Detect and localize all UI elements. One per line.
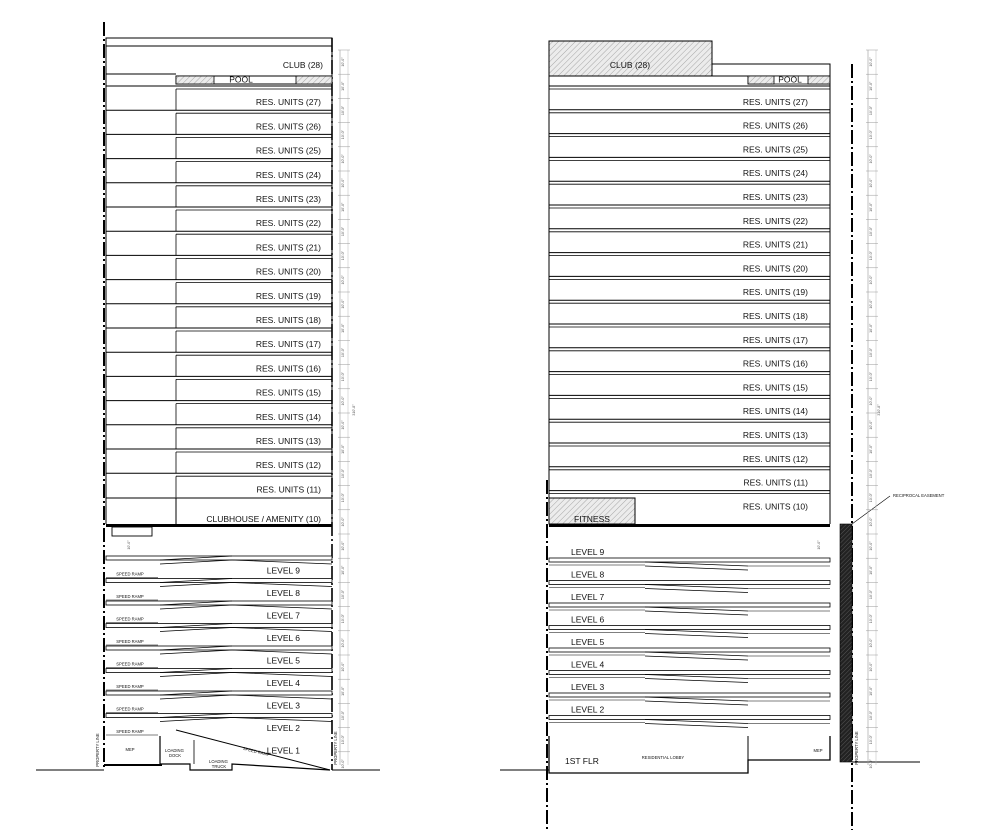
left-res-unit-label: RES. UNITS (24) [255,169,321,180]
floor-height-dim: 10'-0" [341,81,345,91]
floor-height-dim: 10'-0" [869,686,873,696]
left-speed-ramp-label: SPEED RAMP [116,684,144,689]
floor-height-dim: 10'-0" [869,541,873,551]
left-level-label: LEVEL 6 [266,633,300,643]
floor-height-dim: 10'-0" [869,735,873,745]
floor-height-dim: 10'-0" [341,323,345,333]
floor-height-dim: 10'-0" [869,57,873,67]
floor-height-dim: 10'-0" [341,251,345,261]
floor-height-dim: 10'-0" [869,154,873,164]
floor-height-dim: 10'-0" [869,638,873,648]
right-res-unit-label: RES. UNITS (23) [742,192,808,202]
floor-height-dim: 10'-0" [341,589,345,600]
loading-truck-line-2: TRUCK [211,764,227,769]
left-loading-dock-label [165,748,185,758]
left-speed-ramp-label: SPEED RAMP [116,729,144,734]
floor-height-dim: 10'-0" [869,662,873,672]
left-res-unit-label: RES. UNITS (19) [255,290,321,301]
right-club-label: CLUB (28) [609,60,651,70]
floor-height-dim: 10'-0" [869,347,873,358]
floor-height-dim: 10'-0" [869,323,873,333]
left-level-label: LEVEL 5 [266,655,300,666]
left-level-label: LEVEL 4 [266,678,300,688]
left-res-unit-label: RES. UNITS (18) [255,315,321,325]
left-level-label: LEVEL 3 [266,700,300,711]
right-first-floor-label: 1ST FLR [565,756,599,766]
floor-height-dim: 10'-0" [341,517,345,527]
right-res-unit-label: RES. UNITS (14) [742,406,808,417]
floor-height-dim: 10'-0" [341,178,345,188]
right-pool-deck [712,64,830,76]
right-res-unit-label: RES. UNITS (10) [742,501,808,512]
right-res-unit-label: RES. UNITS (13) [742,430,808,440]
left-res-unit-label: RES. UNITS (23) [255,194,321,204]
left-res-unit-label: RES. UNITS (11) [256,484,321,495]
floor-height-dim: 10'-0" [869,759,873,769]
left-res-unit-label: RES. UNITS (25) [255,145,321,156]
floor-height-dim: 10'-0" [869,202,873,212]
left-speed-ramp-label: SPEED RAMP [116,616,144,622]
right-club-box [549,41,712,76]
floor-height-dim: 10'-0" [869,565,873,575]
left-res-unit-label: RES. UNITS (14) [255,411,321,422]
floor-height-dim: 10'-0" [341,347,345,358]
left-level-label: LEVEL 8 [266,588,300,598]
floor-height-dim: 10'-0" [341,275,345,285]
left-level-label: LEVEL 1 [266,745,300,756]
floor-height-dim: 10'-0" [869,81,873,91]
floor-height-dim: 10'-0" [341,226,345,237]
right-res-unit-label: RES. UNITS (18) [742,311,808,321]
floor-height-dim: 10'-0" [341,662,345,672]
left-res-unit-label: RES. UNITS (17) [255,339,321,350]
left-res-unit-label: RES. UNITS (21) [255,242,321,253]
left-dimension-string [338,50,350,768]
left-level-label: LEVEL 7 [266,610,300,621]
floor-height-dim: 10'-0" [341,468,345,479]
floor-height-dim: 10'-0" [869,710,873,721]
right-res-unit-label: RES. UNITS (11) [743,477,808,488]
right-easement-label: RECIPROCAL EASEMENT [893,493,945,498]
left-section [36,22,380,770]
floor-height-dim: 10'-0" [869,444,873,454]
right-parking-garage [549,547,830,728]
left-transfer-dim: 10'-0" [127,540,131,550]
loading-dock-line-2: DOCK [168,753,182,758]
left-level-label: LEVEL 2 [266,723,300,733]
left-speed-ramp-label: SPEED RAMP [116,594,144,599]
floor-height-dim: 10'-0" [869,493,873,503]
right-res-unit-label: RES. UNITS (16) [742,358,808,369]
floor-height-dim: 10'-0" [341,105,345,116]
right-pool-label: POOL [778,74,802,85]
floor-height-dim: 10'-0" [341,420,345,430]
left-pool-label: POOL [229,74,253,85]
right-overall-height: 310'-8" [877,404,881,416]
left-res-unit-label: RES. UNITS (22) [255,218,321,229]
right-level-label: LEVEL 9 [571,547,605,557]
left-loading-truck-label [209,759,229,769]
right-section [500,41,945,830]
left-level-label: LEVEL 9 [266,565,300,576]
floor-height-dim: 10'-0" [869,614,873,624]
left-speed-ramp-label: SPEED RAMP [116,661,144,667]
floor-height-dim: 10'-0" [341,614,345,624]
right-res-unit-label: RES. UNITS (19) [742,287,808,298]
left-mep-label: MEP [125,747,135,752]
right-level-label: LEVEL 5 [571,637,605,647]
floor-height-dim: 10'-0" [341,372,345,382]
left-res-unit-label: RES. UNITS (27) [255,97,321,108]
left-speed-ramp-label: SPEED RAMP [116,706,144,712]
right-res-unit-label: RES. UNITS (25) [742,144,808,155]
right-res-unit-label: RES. UNITS (15) [742,382,808,393]
floor-height-dim: 10'-0" [341,541,345,551]
left-property-line-label-east: PROPERTY LINE [333,731,338,765]
floor-height-dim: 10'-0" [869,105,873,116]
floor-height-dim: 10'-0" [869,226,873,237]
left-parking-garage [106,556,332,756]
right-level-label: LEVEL 7 [571,592,605,602]
floor-height-dim: 10'-0" [869,468,873,479]
right-level-label: LEVEL 3 [571,682,605,692]
left-residential-floors [106,86,332,498]
right-fitness-label: FITNESS [574,514,610,524]
floor-height-dim: 10'-0" [341,638,345,648]
floor-height-dim: 10'-0" [341,686,345,696]
right-res-unit-label: RES. UNITS (21) [742,239,808,250]
floor-height-dim: 10'-0" [341,565,345,575]
floor-height-dim: 10'-0" [341,130,345,140]
floor-height-dim: 10'-0" [341,299,345,309]
right-res-unit-label: RES. UNITS (22) [742,215,808,226]
floor-height-dim: 10'-0" [869,130,873,140]
left-club-label: CLUB (28) [282,60,323,70]
left-res-unit-label: RES. UNITS (16) [255,363,321,374]
right-transfer-dim: 10'-0" [817,540,821,550]
floor-height-dim: 10'-0" [869,372,873,382]
floor-height-dim: 10'-0" [341,396,345,406]
left-speed-ramp-label: SPEED RAMP [116,571,144,577]
floor-height-dim: 10'-0" [341,759,345,769]
floor-height-dim: 10'-0" [341,735,345,745]
floor-height-dim: 10'-0" [869,517,873,527]
right-res-unit-label: RES. UNITS (20) [742,263,808,274]
left-roof-parapet [106,38,332,46]
left-property-line-label-west: PROPERTY LINE [95,733,100,767]
right-level-label: LEVEL 2 [571,704,605,715]
floor-height-dim: 10'-0" [341,154,345,164]
floor-height-dim: 10'-0" [869,589,873,600]
loading-truck-line-1: LOADING [208,759,228,764]
floor-height-dim: 10'-0" [869,251,873,261]
floor-height-dim: 10'-0" [869,396,873,406]
left-res-unit-label: RES. UNITS (12) [255,460,321,471]
right-res-unit-label: RES. UNITS (26) [742,120,808,131]
reciprocal-easement-wall [840,524,852,762]
floor-height-dim: 10'-0" [341,444,345,454]
floor-height-dim: 10'-0" [869,178,873,188]
right-lobby-label: RESIDENTIAL LOBBY [641,755,685,760]
left-res-unit-label: RES. UNITS (13) [255,436,321,446]
right-res-unit-label: RES. UNITS (17) [742,334,808,345]
right-residential-floors [549,86,830,511]
right-res-unit-label: RES. UNITS (27) [742,96,808,107]
right-level-label: LEVEL 6 [571,614,605,625]
left-overall-height: 310'-8" [352,404,356,416]
right-level-label: LEVEL 8 [571,569,605,580]
floor-height-dim: 10'-0" [341,710,345,721]
left-res-unit-label: RES. UNITS (15) [255,387,321,398]
left-speed-ramp-ground-label: SPEED RAMP [242,745,271,758]
floor-height-dim: 10'-0" [341,202,345,212]
floor-height-dim: 10'-0" [869,420,873,430]
left-res-unit-label: RES. UNITS (26) [255,121,321,132]
left-res-unit-label: RES. UNITS (20) [255,266,321,277]
right-property-line-label: PROPERTY LINE [854,731,859,765]
right-res-unit-label: RES. UNITS (12) [742,453,808,464]
loading-dock-line-1: LOADING [164,748,184,753]
right-res-unit-label: RES. UNITS (24) [742,168,808,179]
left-speed-ramp-label: SPEED RAMP [116,639,144,644]
left-amenity-label: CLUBHOUSE / AMENITY (10) [206,514,321,524]
floor-height-dim: 10'-0" [341,57,345,67]
floor-height-dim: 10'-0" [869,299,873,309]
right-mep-label: MEP [813,748,823,753]
floor-height-dim: 10'-0" [341,493,345,503]
right-level-label: LEVEL 4 [571,659,605,670]
floor-height-dim: 10'-0" [869,275,873,285]
